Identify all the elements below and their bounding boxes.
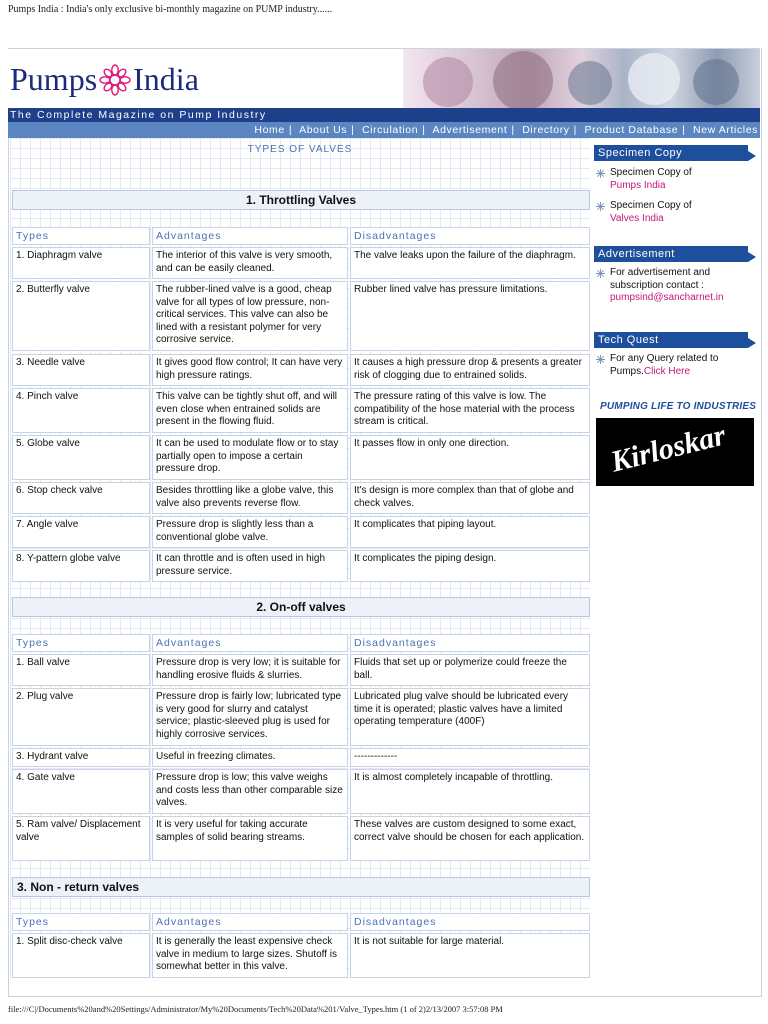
column-header-advantages: Advantages bbox=[152, 227, 348, 245]
cell-disadvantage: The pressure rating of this valve is low. The compatibility of the hose material with the process stream is critical. bbox=[350, 388, 590, 433]
cell-advantage: The interior of this valve is very smooth, and can be easily cleaned. bbox=[152, 247, 348, 279]
nav-product-database[interactable]: Product Database bbox=[584, 124, 679, 136]
cell-disadvantage: Fluids that set up or polymerize could freeze the ball. bbox=[350, 654, 590, 686]
cell-type: 6. Stop check valve bbox=[12, 482, 150, 514]
sidebar-item-specimen-pumps bbox=[594, 167, 756, 192]
cell-type: 2. Plug valve bbox=[12, 688, 150, 746]
sparkle-bullet-icon bbox=[596, 202, 605, 211]
logo-text-india: India bbox=[133, 61, 199, 97]
cell-type: 3. Needle valve bbox=[12, 354, 150, 386]
logo-flower-icon bbox=[99, 64, 131, 96]
cell-advantage: Pressure drop is slightly less than a conventional globe valve. bbox=[152, 516, 348, 548]
table-row bbox=[12, 769, 590, 814]
kirloskar-logo: Kirloskar bbox=[607, 418, 729, 479]
cell-advantage: It can throttle and is often used in high pressure service. bbox=[152, 550, 348, 582]
table-row bbox=[12, 388, 590, 433]
cell-disadvantage: It's design is more complex than that of globe and check valves. bbox=[350, 482, 590, 514]
table-row bbox=[12, 247, 590, 279]
site-logo[interactable] bbox=[10, 61, 199, 98]
cell-type: 4. Pinch valve bbox=[12, 388, 150, 433]
table-row bbox=[12, 816, 590, 861]
table-header-row bbox=[12, 913, 590, 931]
advertisement-text: For advertisement and subscription contact : bbox=[610, 267, 711, 291]
column-header-types: Types bbox=[12, 634, 150, 652]
tagline-bar: The Complete Magazine on Pump Industry bbox=[8, 108, 760, 122]
table-row bbox=[12, 933, 590, 978]
table-row bbox=[12, 435, 590, 480]
cell-disadvantage: The valve leaks upon the failure of the diaphragm. bbox=[350, 247, 590, 279]
cell-disadvantage: It passes flow in only one direction. bbox=[350, 435, 590, 480]
top-navigation: Home | About Us | Circulation | Advertisement | Directory | Product Database | New Articles bbox=[8, 122, 760, 138]
sidebar-item-specimen-valves bbox=[594, 200, 756, 225]
cell-disadvantage: Rubber lined valve has pressure limitations. bbox=[350, 281, 590, 351]
column-header-disadvantages: Disadvantages bbox=[350, 634, 590, 652]
table-row bbox=[12, 281, 590, 351]
print-footer: file:///C|/Documents%20and%20Settings/Administrator/My%20Documents/Tech%20Data%201/Valve_Types.htm (1 of 2)2/13/2007 3:57:08 PM bbox=[8, 1004, 503, 1014]
column-header-disadvantages: Disadvantages bbox=[350, 227, 590, 245]
nav-directory[interactable]: Directory bbox=[522, 124, 570, 136]
site-banner bbox=[8, 48, 760, 109]
sidebar-heading-advertisement: Advertisement bbox=[594, 246, 748, 262]
cell-disadvantage: ------------- bbox=[350, 748, 590, 767]
cell-disadvantage: It complicates that piping layout. bbox=[350, 516, 590, 548]
cell-disadvantage: Lubricated plug valve should be lubricated every time it is operated; plastic valves have a limited operating temperature (400F) bbox=[350, 688, 590, 746]
sidebar-advertisement bbox=[594, 246, 756, 305]
cell-type: 1. Split disc-check valve bbox=[12, 933, 150, 978]
table-row bbox=[12, 482, 590, 514]
cell-disadvantage: It causes a high pressure drop & presents a greater risk of clogging due to entrained solids. bbox=[350, 354, 590, 386]
cell-advantage: It can be used to modulate flow or to stay partially open to impose a certain pressure drop. bbox=[152, 435, 348, 480]
cell-type: 1. Diaphragm valve bbox=[12, 247, 150, 279]
cell-advantage: It is very useful for taking accurate samples of solid bearing streams. bbox=[152, 816, 348, 861]
column-header-advantages: Advantages bbox=[152, 913, 348, 931]
cell-type: 2. Butterfly valve bbox=[12, 281, 150, 351]
column-header-advantages: Advantages bbox=[152, 634, 348, 652]
sidebar-specimen bbox=[594, 145, 756, 225]
table-row bbox=[12, 654, 590, 686]
column-header-disadvantages: Disadvantages bbox=[350, 913, 590, 931]
cell-disadvantage: It is almost completely incapable of throttling. bbox=[350, 769, 590, 814]
section-heading-on-off: 2. On-off valves bbox=[12, 597, 590, 617]
cell-advantage: This valve can be tightly shut off, and will even close when entrained solids are present in the flowing fluid. bbox=[152, 388, 348, 433]
column-header-types: Types bbox=[12, 227, 150, 245]
nav-circulation[interactable]: Circulation bbox=[361, 124, 419, 136]
table-header-row bbox=[12, 227, 590, 245]
section-heading-throttling: 1. Throttling Valves bbox=[12, 190, 590, 210]
cell-disadvantage: It is not suitable for large material. bbox=[350, 933, 590, 978]
kirloskar-ad-banner[interactable] bbox=[596, 418, 754, 486]
table-row bbox=[12, 748, 590, 767]
print-header: Pumps India : India's only exclusive bi-monthly magazine on PUMP industry...... bbox=[8, 4, 333, 15]
cell-type: 8. Y-pattern globe valve bbox=[12, 550, 150, 582]
section-heading-non-return: 3. Non - return valves bbox=[12, 877, 590, 897]
column-header-types: Types bbox=[12, 913, 150, 931]
cell-advantage: Pressure drop is very low; it is suitable for handling erosive fluids & slurries. bbox=[152, 654, 348, 686]
cell-advantage: It is generally the least expensive check valve in medium to large sizes. Shutoff is somewhat better in this valve. bbox=[152, 933, 348, 978]
nav-about-us[interactable]: About Us bbox=[299, 124, 348, 136]
specimen-valves-prefix: Specimen Copy of bbox=[610, 200, 692, 211]
sidebar-tech-quest bbox=[594, 332, 756, 378]
table-row bbox=[12, 550, 590, 582]
cell-advantage: Pressure drop is fairly low; lubricated type is very good for slurry and catalyst service; plastic-sleeved plug is used for highly corrosive services. bbox=[152, 688, 348, 746]
tech-quest-click-here-link[interactable]: Click Here bbox=[643, 365, 691, 377]
table-row bbox=[12, 354, 590, 386]
specimen-valves-india-link[interactable]: Valves India bbox=[610, 212, 664, 224]
table-row bbox=[12, 516, 590, 548]
cell-disadvantage: It complicates the piping design. bbox=[350, 550, 590, 582]
pump-photo-strip bbox=[403, 49, 760, 109]
sparkle-bullet-icon bbox=[596, 355, 605, 364]
advertisement-email-link[interactable]: pumpsind@sancharnet.in bbox=[610, 292, 724, 303]
nav-home[interactable]: Home bbox=[254, 124, 285, 136]
sparkle-bullet-icon bbox=[596, 169, 605, 178]
sidebar-item-advertisement bbox=[594, 267, 756, 305]
cell-advantage: The rubber-lined valve is a good, cheap valve for all types of low pressure, non-critical services. This valve can also be lined with a resistant polymer for very corrosive service. bbox=[152, 281, 348, 351]
sidebar-heading-specimen: Specimen Copy bbox=[594, 145, 748, 161]
cell-type: 5. Ram valve/ Displacement valve bbox=[12, 816, 150, 861]
tech-quest-text: For any Query related to Pumps. bbox=[610, 353, 719, 377]
cell-type: 3. Hydrant valve bbox=[12, 748, 150, 767]
sidebar-heading-tech-quest: Tech Quest bbox=[594, 332, 748, 348]
sidebar-item-tech-quest bbox=[594, 353, 756, 378]
sparkle-bullet-icon bbox=[596, 269, 605, 278]
nav-new-articles[interactable]: New Articles bbox=[693, 124, 758, 136]
table-row bbox=[12, 688, 590, 746]
cell-advantage: Pressure drop is low; this valve weighs and costs less than other comparable size valves. bbox=[152, 769, 348, 814]
cell-type: 4. Gate valve bbox=[12, 769, 150, 814]
page-title: TYPES OF VALVES bbox=[247, 144, 353, 155]
cell-type: 5. Globe valve bbox=[12, 435, 150, 480]
cell-type: 7. Angle valve bbox=[12, 516, 150, 548]
cell-disadvantage: These valves are custom designed to some exact, correct valve should be chosen for each application. bbox=[350, 816, 590, 861]
logo-text-pumps: Pumps bbox=[10, 61, 98, 97]
cell-advantage: It gives good flow control; It can have very high pressure ratings. bbox=[152, 354, 348, 386]
cell-type: 1. Ball valve bbox=[12, 654, 150, 686]
specimen-pumps-prefix: Specimen Copy of bbox=[610, 167, 692, 178]
specimen-pumps-india-link[interactable]: Pumps India bbox=[610, 179, 666, 191]
table-header-row bbox=[12, 634, 590, 652]
cell-advantage: Besides throttling like a globe valve, this valve also prevents reverse flow. bbox=[152, 482, 348, 514]
pumping-life-slogan: PUMPING LIFE TO INDUSTRIES bbox=[600, 401, 757, 412]
cell-advantage: Useful in freezing climates. bbox=[152, 748, 348, 767]
nav-advertisement[interactable]: Advertisement bbox=[432, 124, 508, 136]
